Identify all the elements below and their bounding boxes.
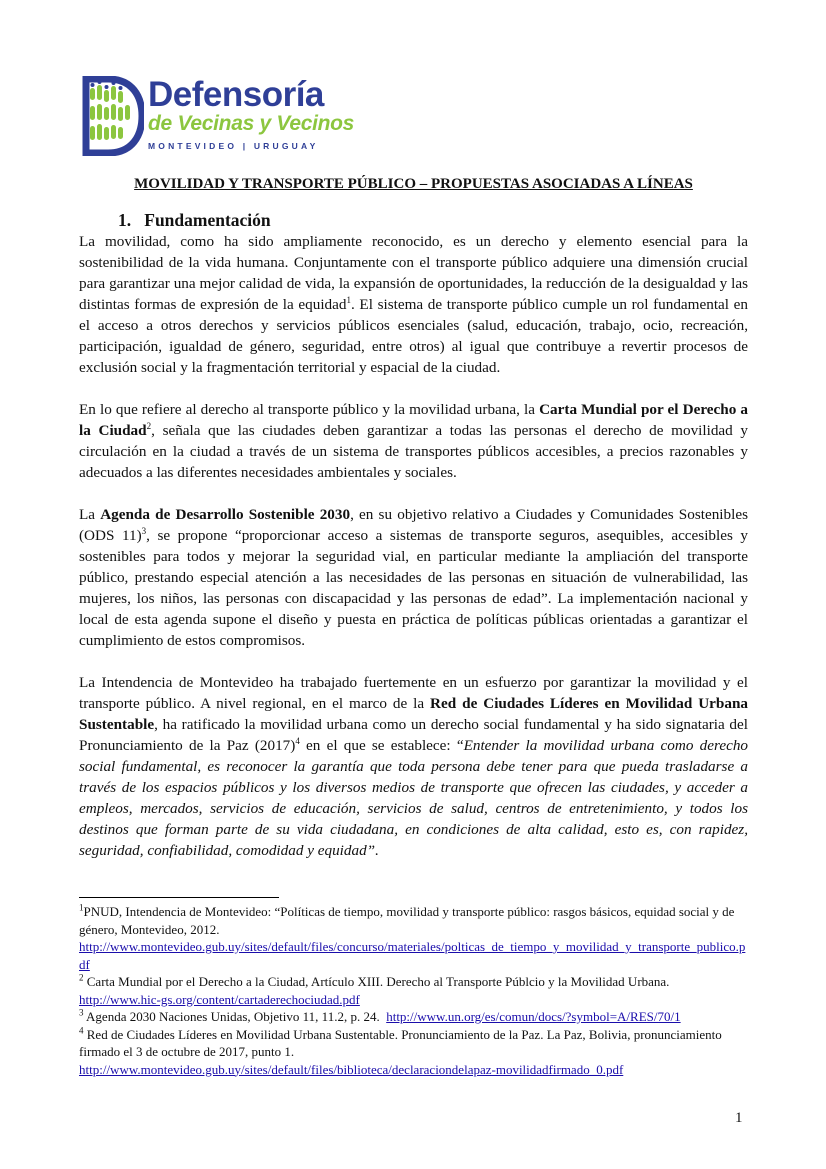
paragraph-4: La Intendencia de Montevideo ha trabajado fuertemente en un esfuerzo por garantizar la movilidad y el transporte público. A nivel regional, en el marco de la Red de Ciudades Líderes en Movilidad Urbana Sustentable, ha ratificado la movilidad urbana como un derecho social fundamental y ha sido signataria del Pronunciamiento de la Paz $(2017)^4$ en el que se establece: “Entender la movilidad urbana como derecho social fundamental, es reconocer la garantía que toda persona debe tener para que pueda trasladarse a través de los espacios públicos y los diversos medios de transporte que ofrecen las ciudades, y acceder a empleos, mercados, servicios de educación, servicios de salud, centros de entretenimiento, y todos los destinos que forman parte de su vida ciudadana, en condiciones de alta calidad, esto es, con rapidez, seguridad, confiabilidad, comodidad y equidad”.	[79, 674, 749, 859]
agenda-2030-bold: Agenda de Desarrollo Sostenible 2030	[100, 506, 351, 523]
footnote-ref-1[interactable]: 1	[346, 294, 351, 305]
section-number: 1.	[118, 210, 132, 230]
logo-d-mark-icon	[82, 76, 144, 156]
footnote-ref-2[interactable]: 2	[146, 420, 152, 431]
footnote-ref-4[interactable]: 4	[295, 735, 300, 746]
section-title: Fundamentación	[144, 210, 271, 230]
document-title: MOVILIDAD Y TRANSPORTE PÚBLICO – PROPUESTAS ASOCIADAS A LÍNEAS	[134, 176, 693, 192]
logo	[82, 75, 355, 158]
footnote-4: $^4$ Red de Ciudades Líderes en Movilidad Urbana Sustentable. Pronunciamiento de la Paz. La Paz, Bolivia, pronunciamiento firmado el 3 de octubre de 2017, punto 1. http://www.montevideo.gub.uy/sites/default/files/biblioteca/declaraciondelapaz-movilidadfirmado_0.pdf	[79, 1025, 722, 1077]
footnote-2: $^2$ Carta Mundial por el Derecho a la Ciudad, Artículo XIII. Derecho al Transporte Públcio y la Movilidad Urbana. http://www.hic-gs.org/content/cartaderechociudad.pdf	[79, 972, 670, 1007]
section-heading	[118, 209, 748, 231]
logo-title: Defensoría	[148, 75, 324, 114]
logo-text	[148, 76, 354, 151]
paragraph-3: La Agenda de Desarrollo Sostenible 2030, en su objetivo relativo a Ciudades y Comunidades Sostenibles (ODS 11)$^3$, se propone “proporcionar acceso a sistemas de transporte seguros, asequibles, accesibles y sostenibles para todos y mejorar la seguridad vial, en particular mediante la ampliación del transporte público, prestando especial atención a las necesidades de las personas en situación de vulnerabilidad, las mujeres, los niños, las personas con discapacidad y las personas de edad”. La implementación nacional y local de esta agenda supone el diseño y puesta en práctica de políticas públicas orientadas a garantizar el cumplimiento de estos compromisos.	[79, 506, 748, 649]
logo-location: MONTEVIDEO | URUGUAY	[148, 141, 319, 151]
logo-subtitle: de Vecinas y Vecinos	[148, 112, 355, 135]
footnote-divider	[79, 897, 279, 898]
footnote-3: $^3$ Agenda 2030 Naciones Unidas, Objetivo 11, 11.2, p. 24. http://www.un.org/es/comun/docs/?symbol=A/RES/70/1	[79, 1007, 681, 1024]
red-ciudades-bold: Red de Ciudades Líderes en Movilidad Urbana Sustentable	[79, 695, 748, 733]
footnote-4-link[interactable]: http://www.montevideo.gub.uy/sites/default/files/biblioteca/declaraciondelapaz-movilidadfirmado_0.pdf	[79, 1061, 624, 1077]
paragraph-1: La movilidad, como ha sido ampliamente reconocido, es un derecho y elemento esencial para la sostenibilidad de la vida humana. Conjuntamente con el transporte público adquiere una dimensión crucial para garantizar una mejor calidad de vida, la expansión de oportunidades, la reducción de la desigualdad y las distintas formas de expresión de la equidad$^1$. El sistema de transporte público cumple un rol fundamental en el acceso a otros derechos y servicios públicos esenciales (salud, educación, trabajo, ocio, recreación, participación, igualdad de género, seguridad, entre otros) al igual que contribuye a revertir procesos de exclusión social y la fragmentación territorial y espacial de la ciudad.	[79, 233, 748, 376]
footnote-ref-3[interactable]: 3	[141, 525, 147, 536]
page-number: 1	[735, 1110, 743, 1126]
footnote-2-link[interactable]: http://www.hic-gs.org/content/cartaderechociudad.pdf	[79, 991, 360, 1007]
footnote-1: $^1$PNUD, Intendencia de Montevideo: “Políticas de tiempo, movilidad y transporte público: rasgos básicos, equidad social y de género, Montevideo, 2012. http://www.montevideo.gub.uy/sites/default/files/concurso/materiales/polticas_de_tiempo_y_movilidad_y_transporte_publico.pdf	[79, 902, 746, 972]
paragraph-2: En lo que refiere al derecho al transporte público y la movilidad urbana, la Carta Mundial por el Derecho a la Ciudad$^2$, señala que las ciudades deben garantizar a todas las personas el derecho de movilidad y circulación en la ciudad a través de un sistema de transportes públicos accesibles, a precios razonables y adecuados a las diferentes necesidades ambientales y sociales.	[79, 401, 749, 481]
footnotes	[79, 903, 751, 1078]
footnote-3-link[interactable]: http://www.un.org/es/comun/docs/?symbol=A/RES/70/1	[386, 1009, 681, 1024]
carta-mundial-bold: Carta Mundial por el Derecho a la Ciudad	[79, 401, 749, 439]
pronunciamiento-quote: Entender la movilidad urbana como derecho social fundamental, es reconocer la garantía que toda persona debe tener para que pueda trasladarse a través de los espacios públicos y los diversos medios de transporte que ofrecen las ciudades, y acceder a empleos, mercados, servicios de educación, servicios de salud, centros de entretenimiento, y todos los destinos que forman parte de su vida ciudadana, en condiciones de alta calidad, esto es, con rapidez, seguridad, confiabilidad, comodidad y equidad”.	[79, 737, 749, 859]
footnote-1-link[interactable]: http://www.montevideo.gub.uy/sites/default/files/concurso/materiales/polticas_de_tiempo_y_movilidad_y_transporte_publico.pdf	[79, 939, 746, 972]
document-body	[79, 176, 748, 882]
